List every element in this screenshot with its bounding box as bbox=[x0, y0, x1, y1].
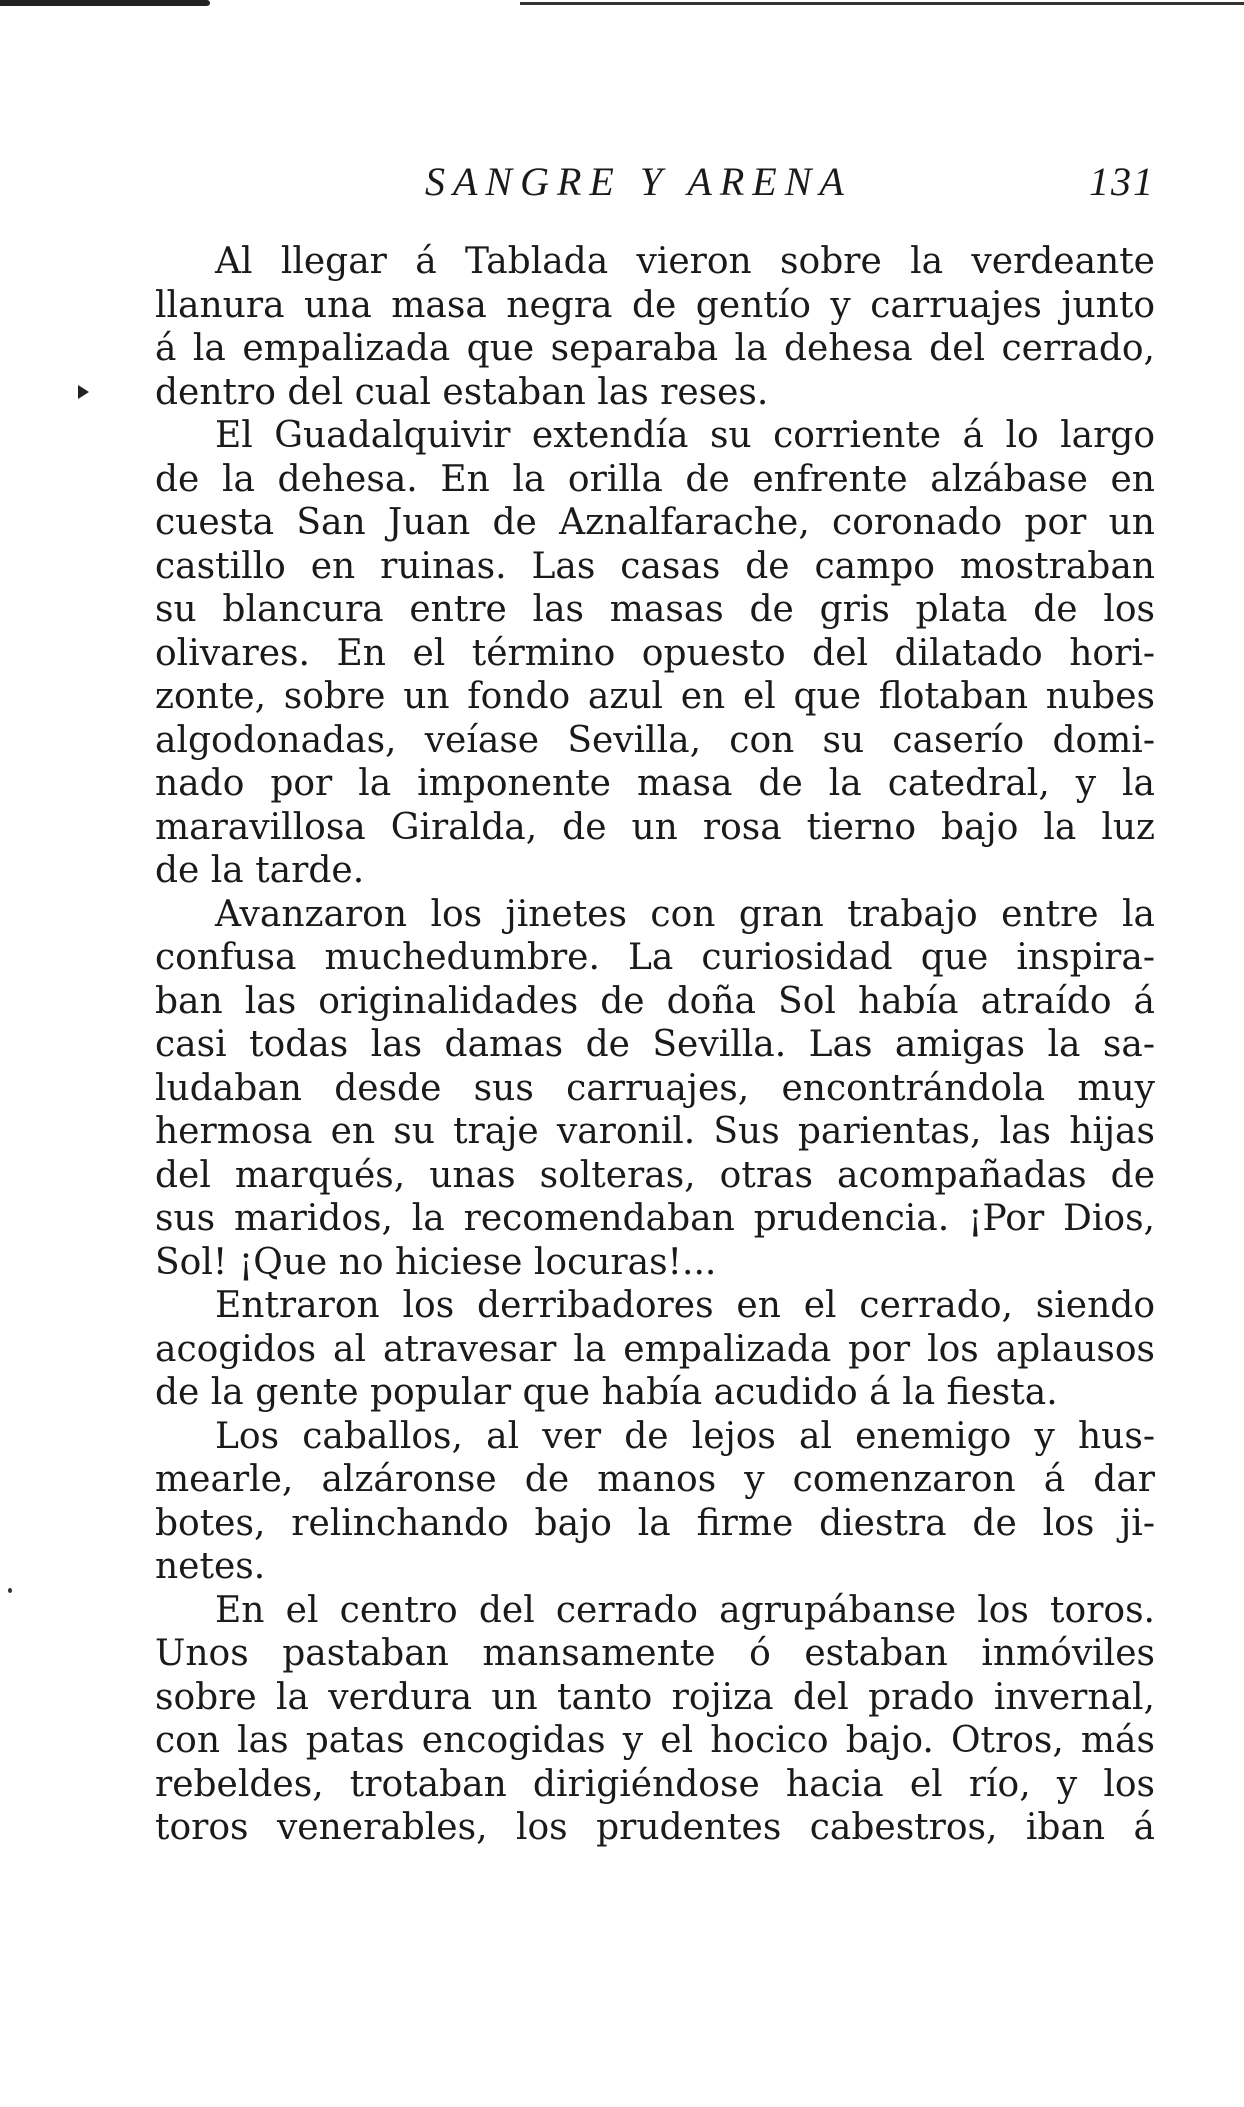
text-line: Unos pastaban mansamente ó estaban inmóviles bbox=[155, 1633, 1155, 1674]
text-line: con las patas encogidas y el hocico bajo. Otros, más bbox=[155, 1720, 1155, 1761]
scan-edge-rule-left bbox=[0, 0, 210, 6]
text-line: castillo en ruinas. Las casas de campo mostraban bbox=[155, 545, 1155, 587]
text-line: El Guadalquivir extendía su corriente á lo largo bbox=[215, 415, 1155, 456]
text-line: de la dehesa. En la orilla de enfrente alzábase en bbox=[155, 458, 1155, 500]
text-line: acogidos al atravesar la empalizada por los aplausos bbox=[155, 1328, 1155, 1370]
text-line: sus maridos, la recomendaban prudencia. ¡Por Dios, bbox=[155, 1198, 1155, 1239]
text-line: toros venerables, los prudentes cabestros, iban á bbox=[155, 1807, 1155, 1848]
running-title: SANGRE Y ARENA bbox=[425, 159, 852, 204]
text-line: Avanzaron los jinetes con gran trabajo entre la bbox=[215, 893, 1155, 935]
text-line: llanura una masa negra de gentío y carruajes junto bbox=[155, 284, 1155, 326]
scan-speck bbox=[8, 1588, 12, 1593]
text-line: netes. bbox=[155, 1546, 266, 1587]
running-head bbox=[155, 158, 1155, 208]
text-line: botes, relinchando bajo la firme diestra de los ji- bbox=[155, 1502, 1155, 1544]
page-number: 131 bbox=[1089, 159, 1155, 204]
text-line: casi todas las damas de Sevilla. Las amigas la sa- bbox=[155, 1024, 1155, 1065]
text-line: hermosa en su traje varonil. Sus parientas, las hijas bbox=[155, 1111, 1155, 1152]
text-line: algodonadas, veíase Sevilla, con su caserío domi- bbox=[155, 719, 1155, 761]
text-line: de la gente popular que había acudido á la fiesta. bbox=[155, 1372, 1058, 1413]
text-line: maravillosa Giralda, de un rosa tierno bajo la luz bbox=[155, 806, 1155, 848]
text-line: su blancura entre las masas de gris plata de los bbox=[155, 589, 1155, 630]
text-line: rebeldes, trotaban dirigiéndose hacia el río, y los bbox=[155, 1763, 1155, 1805]
text-line: olivares. En el término opuesto del dilatado hori- bbox=[155, 632, 1155, 674]
text-line: dentro del cual estaban las reses. bbox=[155, 371, 769, 413]
text-line: ludaban desde sus carruajes, encontrándola muy bbox=[155, 1067, 1155, 1109]
text-line: del marqués, unas solteras, otras acompañadas de bbox=[155, 1154, 1155, 1196]
text-line: mearle, alzáronse de manos y comenzaron á dar bbox=[155, 1459, 1155, 1500]
margin-arrow-mark bbox=[78, 385, 89, 399]
text-line: confusa muchedumbre. La curiosidad que inspira- bbox=[155, 937, 1155, 978]
text-line: de la tarde. bbox=[155, 850, 365, 891]
body-text bbox=[155, 240, 1155, 1850]
text-line: Entraron los derribadores en el cerrado, siendo bbox=[215, 1285, 1155, 1326]
text-line: Sol! ¡Que no hiciese locuras!... bbox=[155, 1241, 717, 1283]
text-line: En el centro del cerrado agrupábanse los toros. bbox=[215, 1589, 1155, 1631]
text-line: zonte, sobre un fondo azul en el que flotaban nubes bbox=[155, 676, 1155, 717]
text-line: á la empalizada que separaba la dehesa del cerrado, bbox=[155, 328, 1155, 369]
text-line: Los caballos, al ver de lejos al enemigo y hus- bbox=[215, 1415, 1155, 1457]
scan-edge-rule-right bbox=[520, 2, 1244, 5]
text-line: Al llegar á Tablada vieron sobre la verdeante bbox=[215, 241, 1155, 282]
text-line: cuesta San Juan de Aznalfarache, coronado por un bbox=[155, 502, 1155, 543]
text-line: nado por la imponente masa de la catedral, y la bbox=[155, 763, 1155, 804]
text-line: sobre la verdura un tanto rojiza del prado invernal, bbox=[155, 1676, 1155, 1718]
text-line: ban las originalidades de doña Sol había atraído á bbox=[155, 980, 1155, 1022]
